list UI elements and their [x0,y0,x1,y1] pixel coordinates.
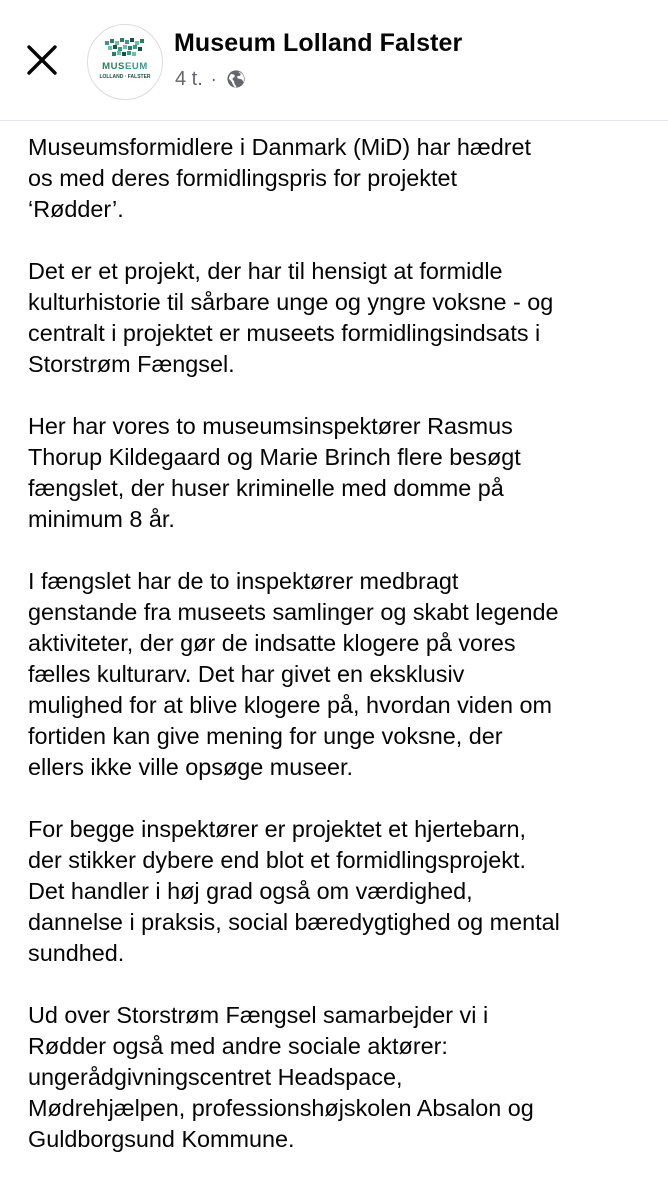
post-paragraph [28,814,658,969]
post-text-line: aktiviteter, der gør de indsatte klogere på vores [28,630,516,656]
post-text-line: Det er et projekt, der har til hensigt at formidle [28,258,503,284]
post-text [28,132,658,1186]
post-text-line: Rødder også med andre sociale aktører: [28,1033,448,1059]
post-paragraph [28,132,658,225]
post-text-line: os med deres formidlingspris for projektet [28,165,458,191]
post-text-line: der stikker dybere end blot et formidlingsprojekt. [28,847,526,873]
logo-text-2: LOLLAND · FALSTER [99,74,151,80]
logo-text-1: MUSEUM [102,61,148,72]
page-avatar[interactable] [87,24,163,100]
post-text-line: dannelse i praksis, social bæredygtighed og mental [28,909,560,935]
post-text-line: kulturhistorie til sårbare unge og yngre voksne - og [28,289,554,315]
post-text-line: fælles kulturarv. Det har givet en eksklusiv [28,661,465,687]
post-text-line: For begge inspektører er projektet et hjertebarn, [28,816,526,842]
post-paragraph [28,411,658,535]
post-text-line: Guldborgsund Kommune. [28,1126,295,1152]
post-header [0,0,668,121]
post-text-line: Storstrøm Fængsel. [28,351,235,377]
post-paragraph [28,256,658,380]
post-paragraph [28,566,658,783]
post-text-line: Thorup Kildegaard og Marie Brinch flere besøgt [28,444,521,470]
post-text-line: ungerådgivningscentret Headspace, [28,1064,403,1090]
post-text-line: ‘Rødder’. [28,196,124,222]
post-text-line: genstande fra museets samlinger og skabt legende [28,599,559,625]
post-text-line: Mødrehjælpen, professionshøjskolen Absalon og [28,1095,534,1121]
logo-pattern [105,38,144,56]
post-text-line: mulighed for at blive klogere på, hvordan viden om [28,692,552,718]
post-text-line: Museumsformidlere i Danmark (MiD) har hædret [28,134,532,160]
close-button[interactable] [22,40,62,80]
post-text-line: Ud over Storstrøm Fængsel samarbejder vi i [28,1002,489,1028]
post-time[interactable]: 4 t. [175,67,203,90]
museum-logo [88,25,162,99]
post-text-line: centralt i projektet er museets formidlingsindsats i [28,320,541,346]
meta-separator: · [210,68,217,89]
post-meta [175,66,246,92]
post-text-line: minimum 8 år. [28,506,175,532]
globe-icon[interactable] [226,69,246,89]
page-name[interactable]: Museum Lolland Falster [174,29,463,57]
close-icon [22,40,62,80]
post-text-line: fortiden kan give mening for unge voksne, der [28,723,503,749]
post-text-line: fængslet, der huser kriminelle med domme på [28,475,504,501]
post-text-line: sundhed. [28,940,125,966]
post-paragraph [28,1000,658,1155]
post-text-line: ellers ikke ville opsøge museer. [28,754,354,780]
post-text-line: Det handler i høj grad også om værdighed, [28,878,473,904]
post-text-line: I fængslet har de to inspektører medbragt [28,568,459,594]
post-text-line: Her har vores to museumsinspektører Rasmus [28,413,513,439]
